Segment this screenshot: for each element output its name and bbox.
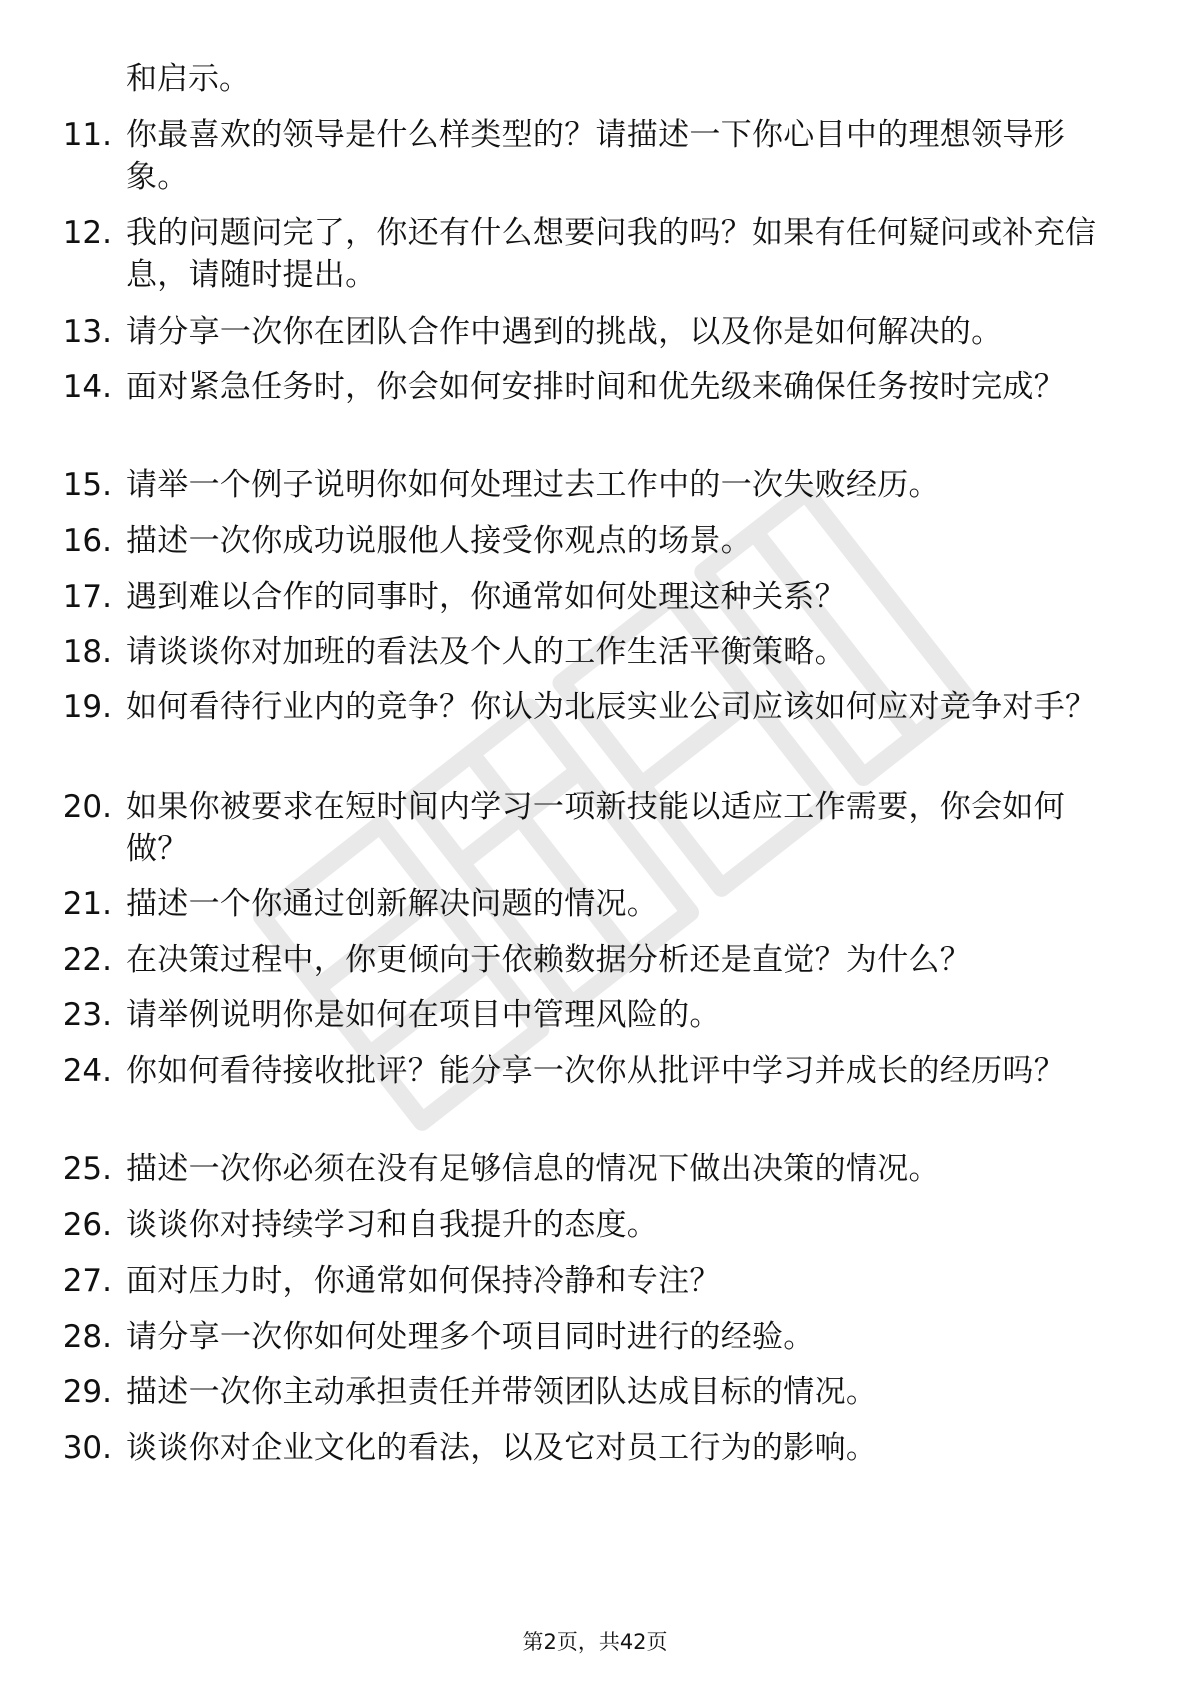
question-text: 面对紧急任务时，你会如何安排时间和优先级来确保任务按时完成？ — [126, 369, 1065, 405]
question-number: 23. — [62, 997, 112, 1033]
question-text: 你最喜欢的领导是什么样类型的？请描述一下你心目中的理想领导形象。 — [126, 117, 1065, 195]
question-text: 面对压力时，你通常如何保持冷静和专注？ — [126, 1263, 721, 1299]
question-text: 谈谈你对持续学习和自我提升的态度。 — [126, 1207, 659, 1243]
question-text: 遇到难以合作的同事时，你通常如何处理这种关系？ — [126, 579, 846, 615]
question-number: 12. — [62, 215, 112, 251]
question-number: 27. — [62, 1263, 112, 1299]
question-number: 17. — [62, 579, 112, 615]
question-text: 请举例说明你是如何在项目中管理风险的。 — [126, 997, 721, 1033]
question-number: 20. — [62, 789, 112, 825]
question-number: 16. — [62, 523, 112, 559]
question-text: 描述一次你必须在没有足够信息的情况下做出决策的情况。 — [126, 1151, 940, 1187]
question-text: 你如何看待接收批评？能分享一次你从批评中学习并成长的经历吗？ — [126, 1053, 1065, 1089]
question-number: 22. — [62, 942, 112, 978]
question-number: 30. — [62, 1430, 112, 1466]
question-number: 28. — [62, 1319, 112, 1355]
question-number: 21. — [62, 886, 112, 922]
question-number: 14. — [62, 369, 112, 405]
question-number: 25. — [62, 1151, 112, 1187]
question-text: 如果你被要求在短时间内学习一项新技能以适应工作需要，你会如何做？ — [126, 789, 1065, 867]
question-text: 谈谈你对企业文化的看法，以及它对员工行为的影响。 — [126, 1430, 878, 1466]
question-text: 描述一个你通过创新解决问题的情况。 — [126, 886, 659, 922]
continuation-text: 和启示。 — [126, 61, 250, 97]
question-text: 请分享一次你如何处理多个项目同时进行的经验。 — [126, 1319, 815, 1355]
question-text: 请谈谈你对加班的看法及个人的工作生活平衡策略。 — [126, 634, 846, 670]
question-number: 15. — [62, 467, 112, 503]
question-text: 描述一次你主动承担责任并带领团队达成目标的情况。 — [126, 1374, 878, 1410]
question-text: 请分享一次你在团队合作中遇到的挑战，以及你是如何解决的。 — [126, 314, 1003, 350]
question-number: 24. — [62, 1053, 112, 1089]
question-number: 26. — [62, 1207, 112, 1243]
question-number: 19. — [62, 689, 112, 725]
question-text: 请举一个例子说明你如何处理过去工作中的一次失败经历。 — [126, 467, 940, 503]
question-number: 11. — [62, 117, 112, 153]
question-text: 我的问题问完了，你还有什么想要问我的吗？如果有任何疑问或补充信息，请随时提出。 — [126, 215, 1097, 293]
question-text: 描述一次你成功说服他人接受你观点的场景。 — [126, 523, 752, 559]
page-footer: 第2页，共42页 — [522, 1630, 668, 1654]
question-number: 18. — [62, 634, 112, 670]
question-number: 29. — [62, 1374, 112, 1410]
question-text: 在决策过程中，你更倾向于依赖数据分析还是直觉？为什么？ — [126, 942, 972, 978]
question-text: 如何看待行业内的竞争？你认为北辰实业公司应该如何应对竞争对手？ — [126, 689, 1097, 725]
question-number: 13. — [62, 314, 112, 350]
